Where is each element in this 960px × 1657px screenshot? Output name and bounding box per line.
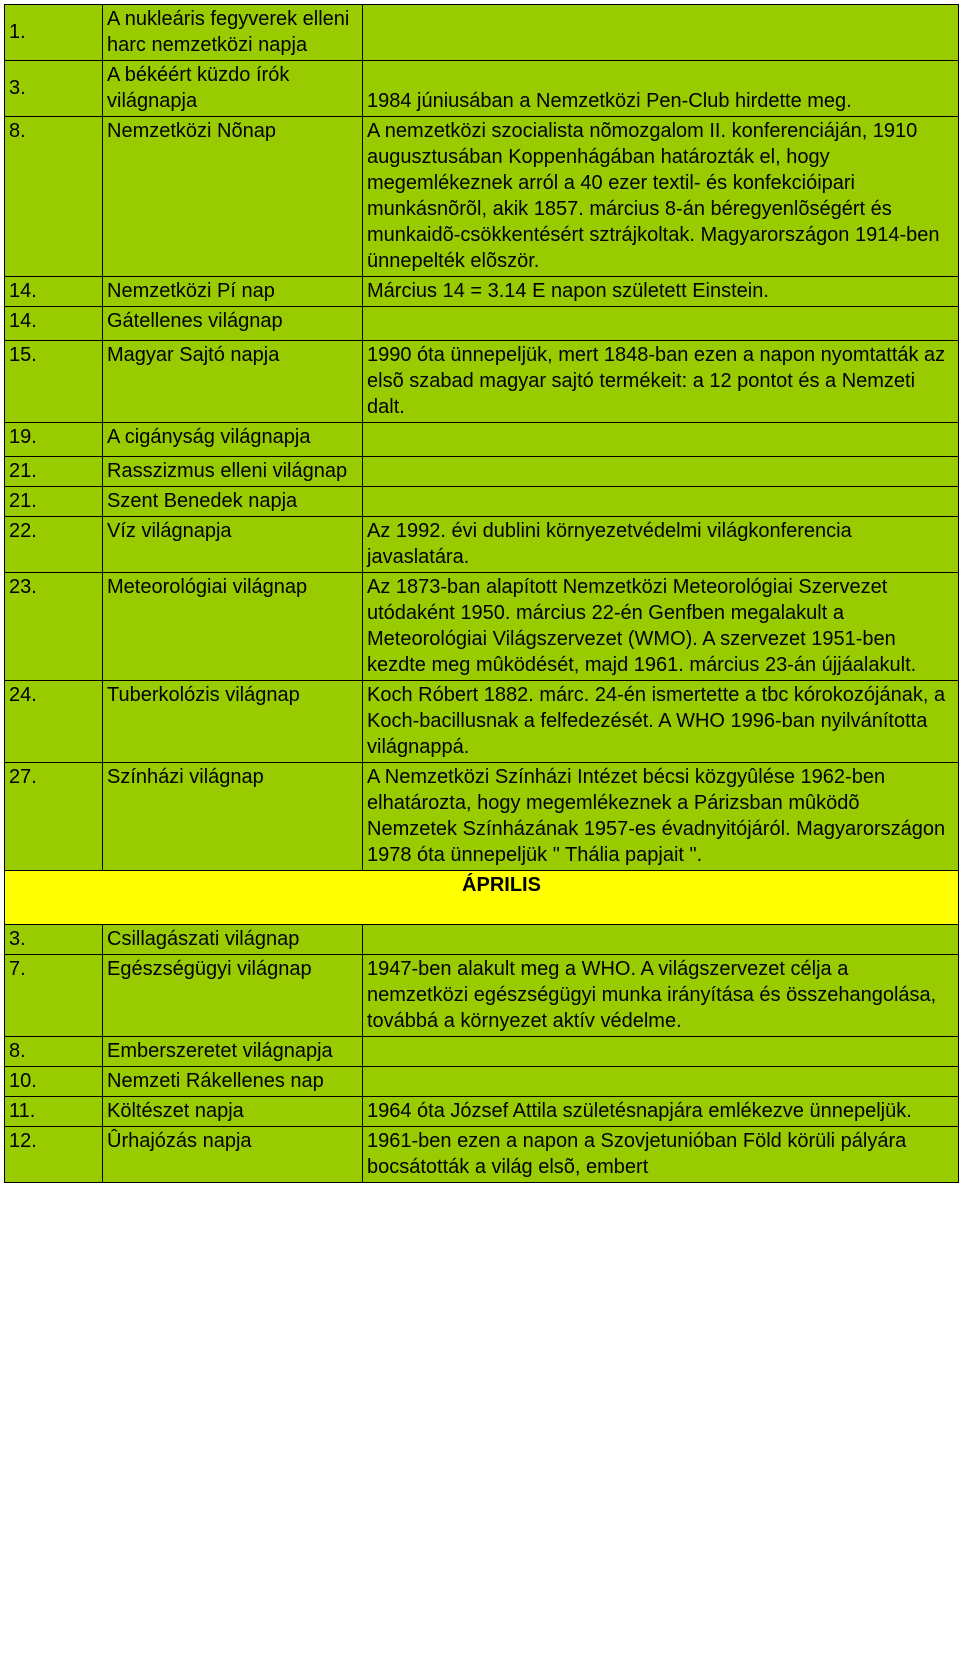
name-cell: Meteorológiai világnap xyxy=(103,573,363,681)
day-cell: 22. xyxy=(5,517,103,573)
desc-cell xyxy=(363,1037,959,1067)
day-cell: 10. xyxy=(5,1067,103,1097)
table-row xyxy=(5,457,959,487)
month-heading xyxy=(5,871,959,925)
name-cell: Rasszizmus elleni világnap xyxy=(103,457,363,487)
desc-cell: Koch Róbert 1882. márc. 24-én ismertette a tbc kórokozójának, a Koch-bacillusnak a felfedezését. A WHO 1996-ban nyilvánította világnappá. xyxy=(363,681,959,763)
name-cell: Nemzetközi Pí nap xyxy=(103,277,363,307)
desc-cell xyxy=(363,5,959,61)
name-cell: Költészet napja xyxy=(103,1097,363,1127)
table-row xyxy=(5,1067,959,1097)
desc-cell: A nemzetközi szocialista nõmozgalom II. konferenciáján, 1910 augusztusában Koppenhágában határozták el, hogy megemlékeznek arról a 40 ezer textil- és konfekcióipari munkásnõrõl, akik 1857. március 8-án béregyenlõségért és munkaidõ-csökkentésért sztrájkoltak. Magyarországon 1914-ben ünnepelték elõször. xyxy=(363,117,959,277)
day-cell: 14. xyxy=(5,277,103,307)
table-row xyxy=(5,61,959,117)
desc-cell: Az 1873-ban alapított Nemzetközi Meteorológiai Szervezet utódaként 1950. március 22-én Genfben megalakult a Meteorológiai Világszervezet (WMO). A szervezet 1951-ben kezdte meg mûködését, majd 1961. március 23-án újjáalakult. xyxy=(363,573,959,681)
day-cell: 11. xyxy=(5,1097,103,1127)
table-row xyxy=(5,573,959,681)
desc-cell: 1984 júniusában a Nemzetközi Pen-Club hirdette meg. xyxy=(363,61,959,117)
name-cell: A cigányság világnapja xyxy=(103,423,363,457)
desc-cell: 1947-ben alakult meg a WHO. A világszervezet célja a nemzetközi egészségügyi munka irányítása és összehangolása, továbbá a környezet aktív védelme. xyxy=(363,955,959,1037)
name-cell: Víz világnapja xyxy=(103,517,363,573)
desc-cell: 1964 óta József Attila születésnapjára emlékezve ünnepeljük. xyxy=(363,1097,959,1127)
table-row xyxy=(5,1097,959,1127)
name-cell: Gátellenes világnap xyxy=(103,307,363,341)
name-cell: Szent Benedek napja xyxy=(103,487,363,517)
table-row xyxy=(5,341,959,423)
day-cell: 8. xyxy=(5,117,103,277)
day-cell: 23. xyxy=(5,573,103,681)
day-cell: 12. xyxy=(5,1127,103,1183)
day-cell: 21. xyxy=(5,487,103,517)
table-row xyxy=(5,517,959,573)
table-row xyxy=(5,1127,959,1183)
name-cell: A békéért küzdo írók világnapja xyxy=(103,61,363,117)
desc-cell xyxy=(363,1067,959,1097)
name-cell: Egészségügyi világnap xyxy=(103,955,363,1037)
desc-cell: A Nemzetközi Színházi Intézet bécsi közgyûlése 1962-ben elhatározta, hogy megemlékeznek a Párizsban mûködõ Nemzetek Színházának 1957-es évadnyitójáról. Magyarországon 1978 óta ünnepeljük " Thália papjait ". xyxy=(363,763,959,871)
desc-cell: Március 14 = 3.14 E napon született Einstein. xyxy=(363,277,959,307)
day-cell: 14. xyxy=(5,307,103,341)
desc-cell xyxy=(363,457,959,487)
day-cell: 8. xyxy=(5,1037,103,1067)
day-cell: 7. xyxy=(5,955,103,1037)
table-row xyxy=(5,277,959,307)
name-cell: Nemzeti Rákellenes nap xyxy=(103,1067,363,1097)
table-row xyxy=(5,925,959,955)
day-cell: 15. xyxy=(5,341,103,423)
desc-cell xyxy=(363,307,959,341)
table-row xyxy=(5,117,959,277)
day-cell: 21. xyxy=(5,457,103,487)
name-cell: Csillagászati világnap xyxy=(103,925,363,955)
desc-cell xyxy=(363,925,959,955)
table-row xyxy=(5,307,959,341)
name-cell: A nukleáris fegyverek elleni harc nemzetközi napja xyxy=(103,5,363,61)
desc-cell: Az 1992. évi dublini környezetvédelmi világkonferencia javaslatára. xyxy=(363,517,959,573)
name-cell: Ûrhajózás napja xyxy=(103,1127,363,1183)
desc-cell xyxy=(363,487,959,517)
table-row xyxy=(5,763,959,871)
table-row xyxy=(5,681,959,763)
table-row xyxy=(5,5,959,61)
day-cell: 24. xyxy=(5,681,103,763)
table-row xyxy=(5,1037,959,1067)
name-cell: Emberszeretet világnapja xyxy=(103,1037,363,1067)
table-row xyxy=(5,423,959,457)
name-cell: Tuberkolózis világnap xyxy=(103,681,363,763)
month-header-row xyxy=(5,871,959,925)
day-cell: 27. xyxy=(5,763,103,871)
table-row xyxy=(5,487,959,517)
table-row xyxy=(5,955,959,1037)
day-cell: 3. xyxy=(5,61,103,117)
calendar-table xyxy=(4,4,959,1183)
name-cell: Színházi világnap xyxy=(103,763,363,871)
month-heading-label: ÁPRILIS xyxy=(462,874,541,896)
desc-cell: 1990 óta ünnepeljük, mert 1848-ban ezen a napon nyomtatták az elsõ szabad magyar sajtó termékeit: a 12 pontot és a Nemzeti dalt. xyxy=(363,341,959,423)
day-cell: 1. xyxy=(5,5,103,61)
day-cell: 19. xyxy=(5,423,103,457)
name-cell: Magyar Sajtó napja xyxy=(103,341,363,423)
desc-cell: 1961-ben ezen a napon a Szovjetunióban Föld körüli pályára bocsátották a világ elsõ, embert xyxy=(363,1127,959,1183)
desc-cell xyxy=(363,423,959,457)
name-cell: Nemzetközi Nõnap xyxy=(103,117,363,277)
day-cell: 3. xyxy=(5,925,103,955)
